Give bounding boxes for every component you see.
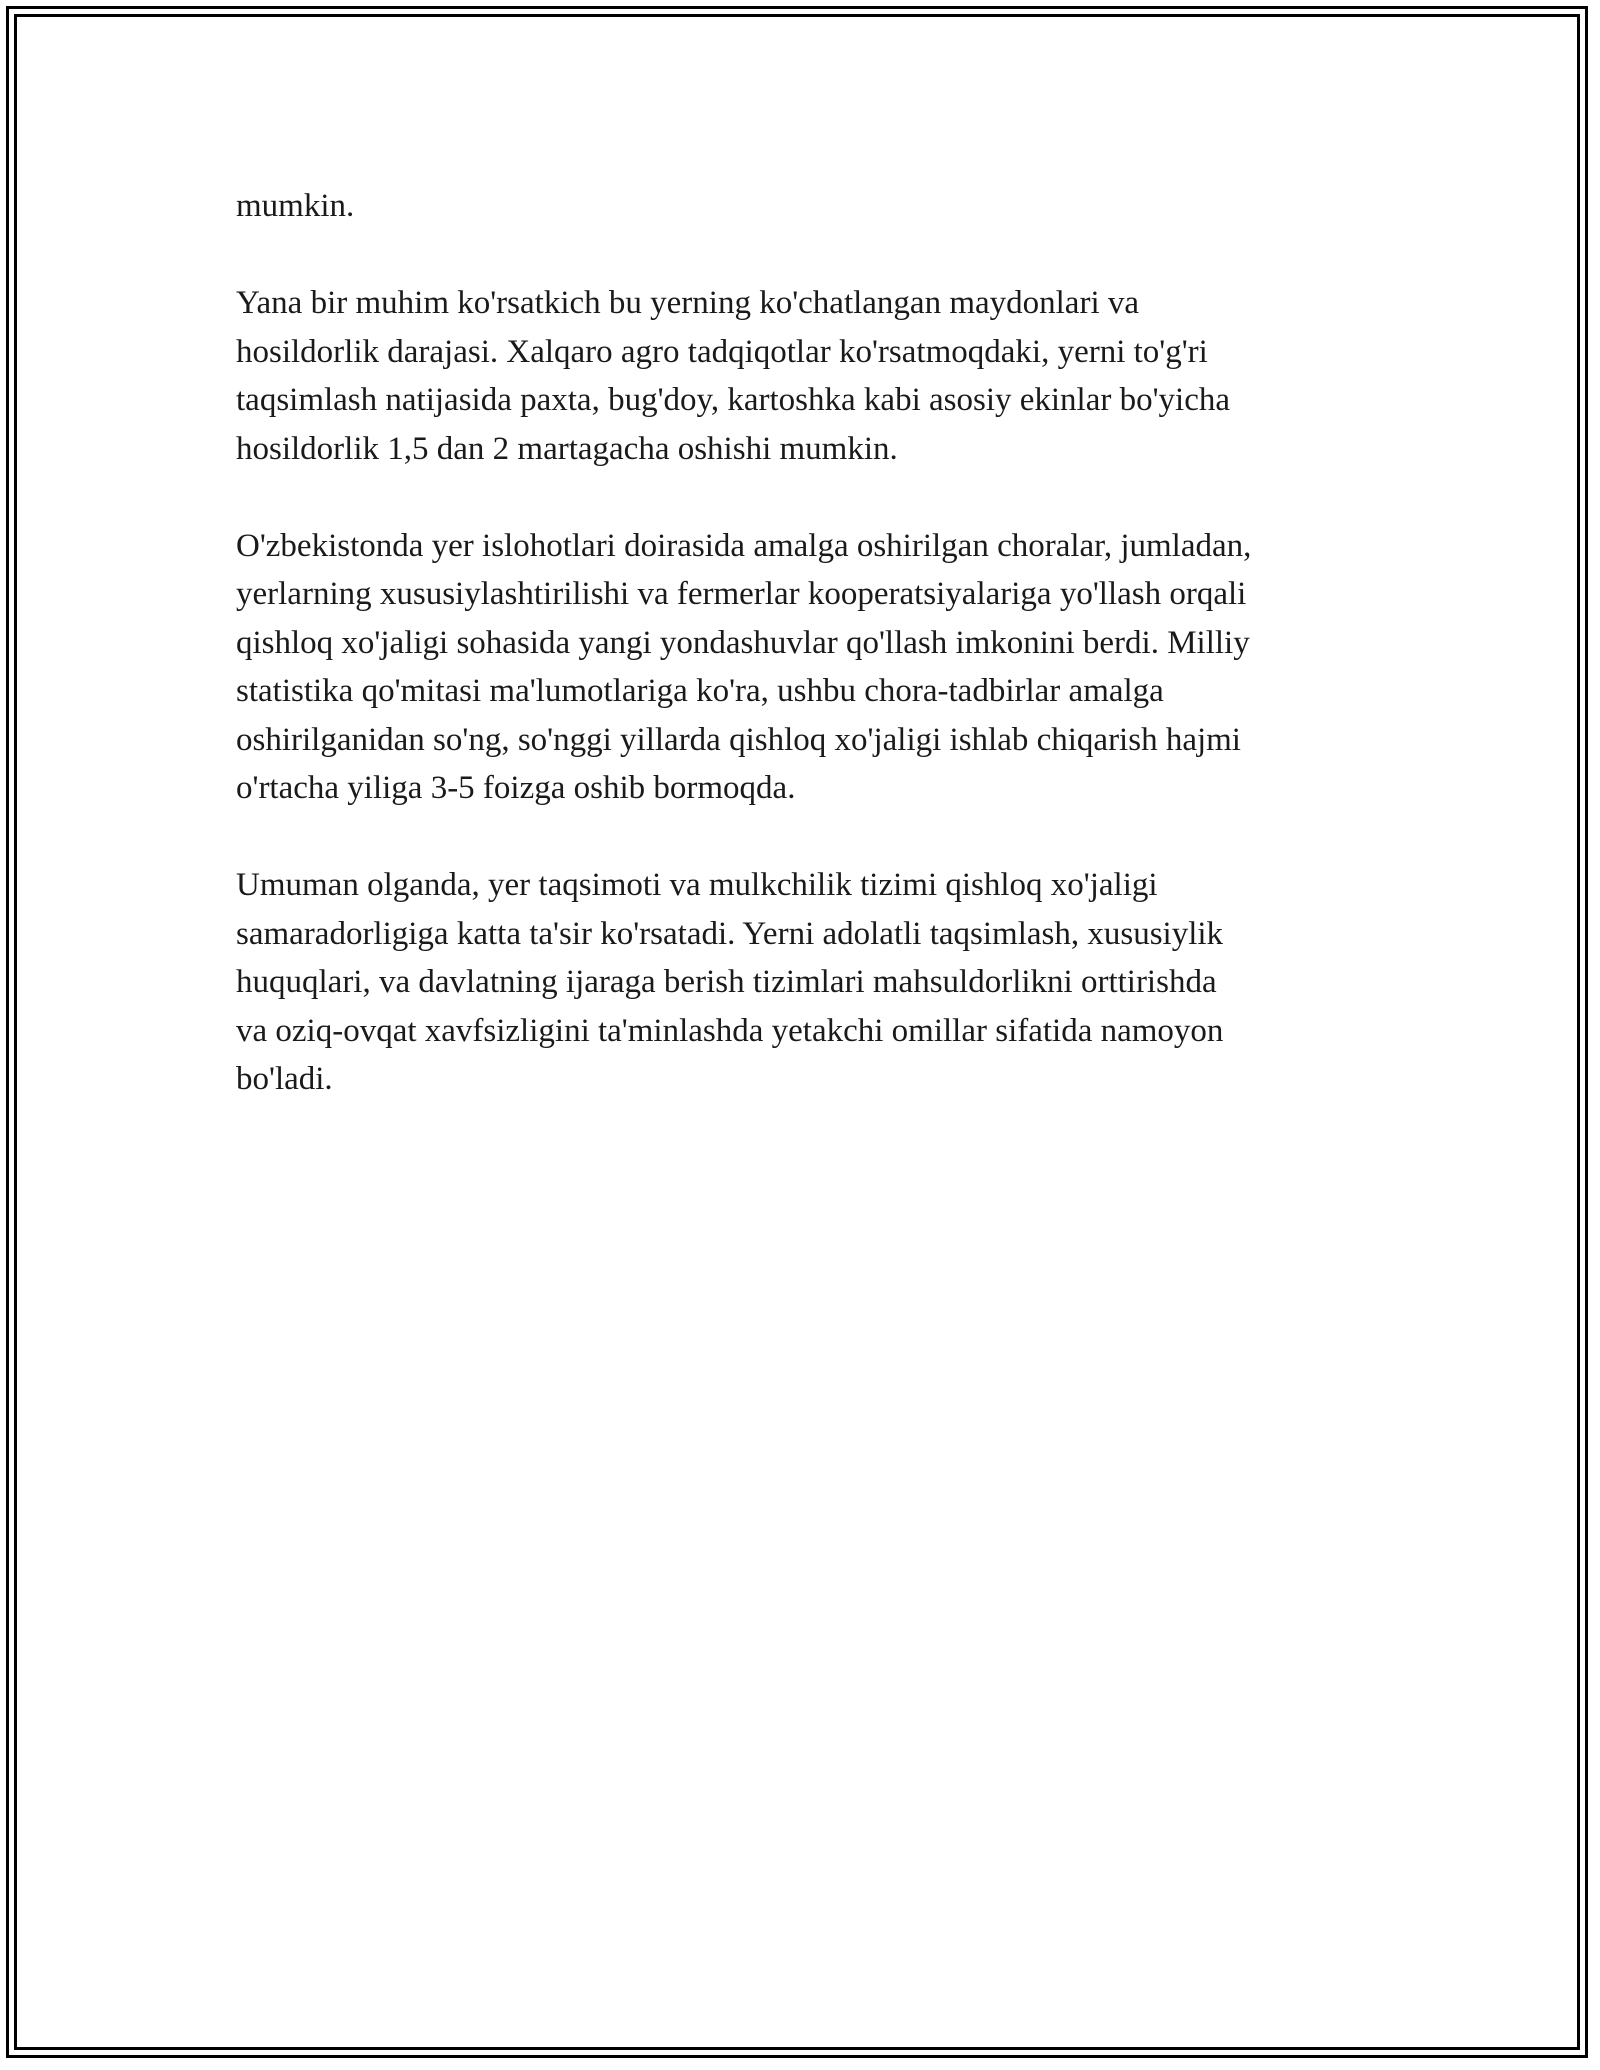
text-line: taqsimlash natijasida paxta, bug'doy, kartoshka kabi asosiy ekinlar bo'yicha xyxy=(236,382,1231,418)
paragraph-2 xyxy=(236,279,1416,473)
text-line: oshirilganidan so'ng, so'nggi yillarda qishloq xo'jaligi ishlab chiqarish hajmi xyxy=(236,721,1241,758)
paragraph-3 xyxy=(236,522,1416,813)
text-line: qishloq xo'jaligi sohasida yangi yondashuvlar qo'llash imkonini berdi. Milliy xyxy=(236,624,1250,661)
text-line: hosildorlik darajasi. Xalqaro agro tadqiqotlar ko'rsatmoqdaki, yerni to'g'ri xyxy=(236,333,1208,370)
text-line: huquqlari, va davlatning ijaraga berish tizimlari mahsuldorlikni orttirishda xyxy=(236,964,1217,1000)
text-line: hosildorlik 1,5 dan 2 martagacha oshishi mumkin. xyxy=(236,430,898,467)
text-line: yerlarning xususiylashtirilishi va fermerlar kooperatsiyalariga yo'llash orqali xyxy=(236,576,1247,612)
text-line: O'zbekistonda yer islohotlari doirasida amalga oshirilgan choralar, jumladan, xyxy=(236,527,1252,564)
text-line: bo'ladi. xyxy=(236,1061,333,1097)
text-line: mumkin. xyxy=(236,188,355,224)
paragraph-1 xyxy=(236,182,1416,231)
text-line: va oziq-ovqat xavfsizligini ta'minlashda yetakchi omillar sifatida namoyon xyxy=(236,1012,1224,1049)
text-line: Umuman olganda, yer taqsimoti va mulkchilik tizimi qishloq xo'jaligi xyxy=(236,867,1158,903)
text-line: samaradorligiga katta ta'sir ko'rsatadi. Yerni adolatli taqsimlash, xususiylik xyxy=(236,915,1224,952)
text-line: Yana bir muhim ko'rsatkich bu yerning ko'chatlangan maydonlari va xyxy=(236,285,1140,321)
paragraph-4 xyxy=(236,861,1416,1104)
document-body xyxy=(236,182,1416,1152)
text-line: o'rtacha yiliga 3-5 foizga oshib bormoqda. xyxy=(236,770,796,806)
text-line: statistika qo'mitasi ma'lumotlariga ko'ra, ushbu chora-tadbirlar amalga xyxy=(236,673,1164,709)
